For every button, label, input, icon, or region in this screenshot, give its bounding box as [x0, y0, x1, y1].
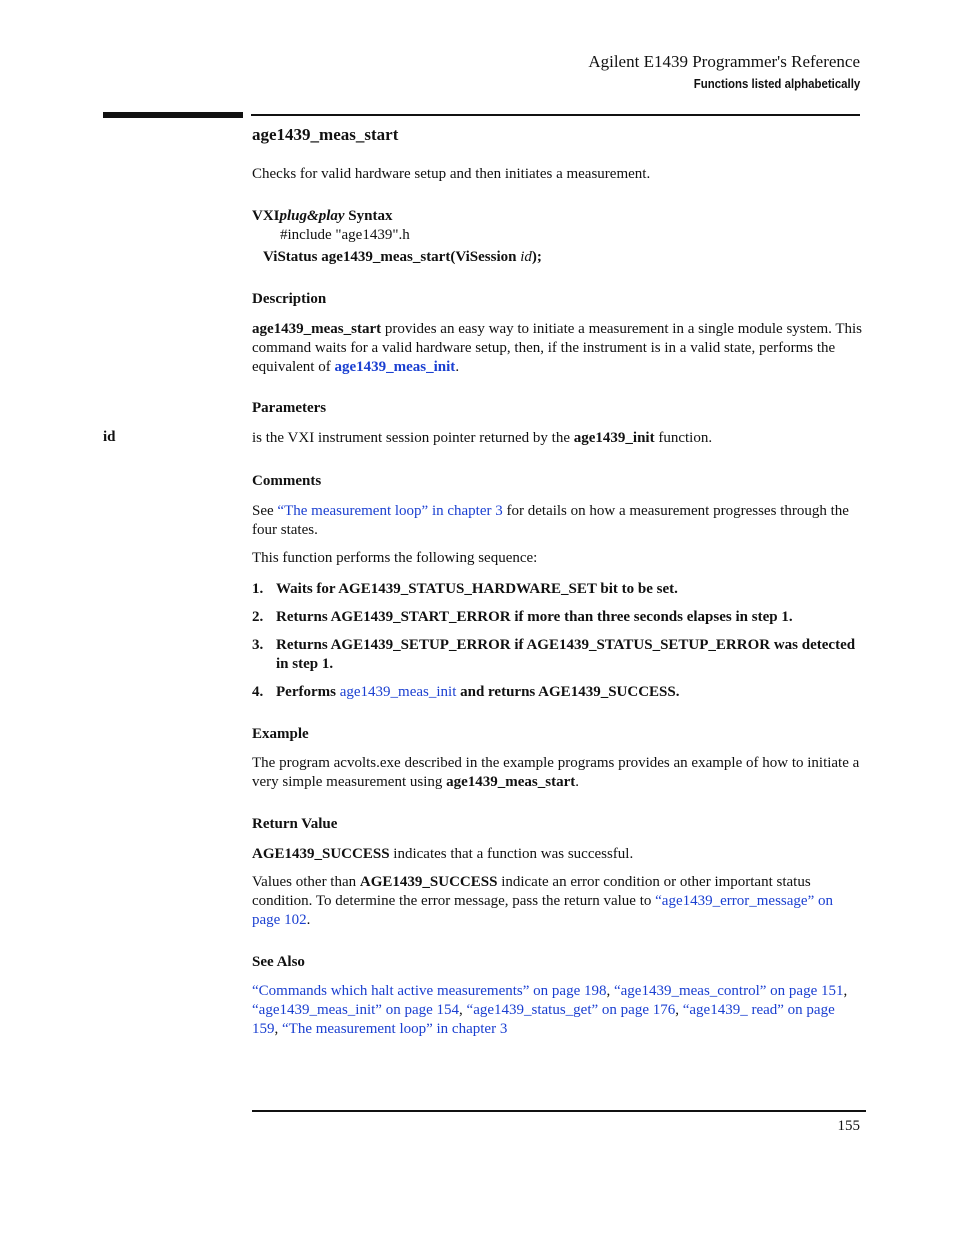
comments-heading: Comments — [252, 473, 322, 489]
syntax-block — [252, 207, 862, 267]
section-rule-thin — [251, 114, 860, 116]
sequence-intro: This function performs the following sequence: — [252, 550, 538, 566]
link-measurement-loop-ref[interactable]: “The measurement loop” in chapter 3 — [282, 1021, 508, 1037]
param-description: is the VXI instrument session pointer returned by the age1439_init function. — [252, 430, 713, 446]
running-header-title: Agilent E1439 Programmer's Reference — [588, 52, 860, 71]
param-name-id: id — [103, 429, 116, 445]
link-measurement-loop[interactable]: “The measurement loop” in chapter 3 — [277, 503, 503, 519]
link-status-get[interactable]: “age1439_status_get” on page 176 — [466, 1002, 676, 1018]
syntax-heading: VXIplug&play Syntax — [252, 208, 393, 224]
link-error-message[interactable]: “age1439_error_message” on page 102 — [252, 893, 833, 928]
parameters-heading: Parameters — [252, 400, 327, 416]
see-also-links: “Commands which halt active measurements” on page 198, “age1439_meas_control” on page 151, “age1439_meas_init” on page 154, “age1439_status_get” on page 176, “age1439_ read” on page 159, “The measurement loop” in chapter 3 — [252, 983, 848, 1037]
step-item: 2. Returns AGE1439_START_ERROR if more than three seconds elapses in step 1. — [252, 609, 793, 625]
running-header-subtitle: Functions listed alphabetically — [693, 76, 860, 91]
link-read[interactable]: “age1439_ read” on page 159 — [252, 1002, 835, 1037]
link-meas-init[interactable]: age1439_meas_init — [334, 359, 456, 375]
example-heading: Example — [252, 726, 309, 742]
syntax-declaration: ViStatus age1439_meas_start(ViSession id); — [263, 249, 542, 265]
see-also-heading: See Also — [252, 954, 305, 970]
sequence-list — [252, 580, 862, 711]
link-halt-measurements[interactable]: “Commands which halt active measurements” on page 198 — [252, 983, 607, 999]
footer-rule — [252, 1110, 866, 1112]
function-heading: age1439_meas_start — [252, 125, 399, 144]
comments-text: See “The measurement loop” in chapter 3 for details on how a measurement progresses through the four states. — [252, 503, 849, 538]
function-summary: Checks for valid hardware setup and then initiates a measurement. — [252, 166, 651, 182]
link-step-meas-init[interactable]: age1439_meas_init — [339, 684, 457, 700]
return-value-p2: Values other than AGE1439_SUCCESS indicate an error condition or other important status condition. To determine the error message, pass the return value to “age1439_error_message” on page 102. — [252, 874, 833, 928]
step-item: 4. Performs age1439_meas_init and returns AGE1439_SUCCESS. — [252, 684, 680, 700]
step-item: 3. Returns AGE1439_SETUP_ERROR if AGE1439_STATUS_SETUP_ERROR was detected in step 1. — [252, 637, 856, 672]
section-rule-thick — [103, 112, 243, 118]
step-item: 1. Waits for AGE1439_STATUS_HARDWARE_SET bit to be set. — [252, 581, 678, 597]
syntax-include: #include "age1439".h — [280, 227, 410, 243]
return-value-heading: Return Value — [252, 816, 338, 832]
example-text: The program acvolts.exe described in the example programs provides an example of how to initiate a very simple measurement using age1439_meas_start. — [252, 755, 860, 790]
page-number: 155 — [837, 1118, 860, 1134]
return-value-p1: AGE1439_SUCCESS indicates that a function was successful. — [252, 846, 634, 862]
description-text: age1439_meas_start provides an easy way to initiate a measurement in a single module system. This command waits for a valid hardware setup, then, if the instrument is in a valid state, performs the equivalent of age1439_meas_init. — [252, 321, 863, 375]
link-meas-control[interactable]: “age1439_meas_control” on page 151 — [613, 983, 844, 999]
description-heading: Description — [252, 291, 327, 307]
link-meas-init-ref[interactable]: “age1439_meas_init” on page 154 — [252, 1002, 460, 1018]
